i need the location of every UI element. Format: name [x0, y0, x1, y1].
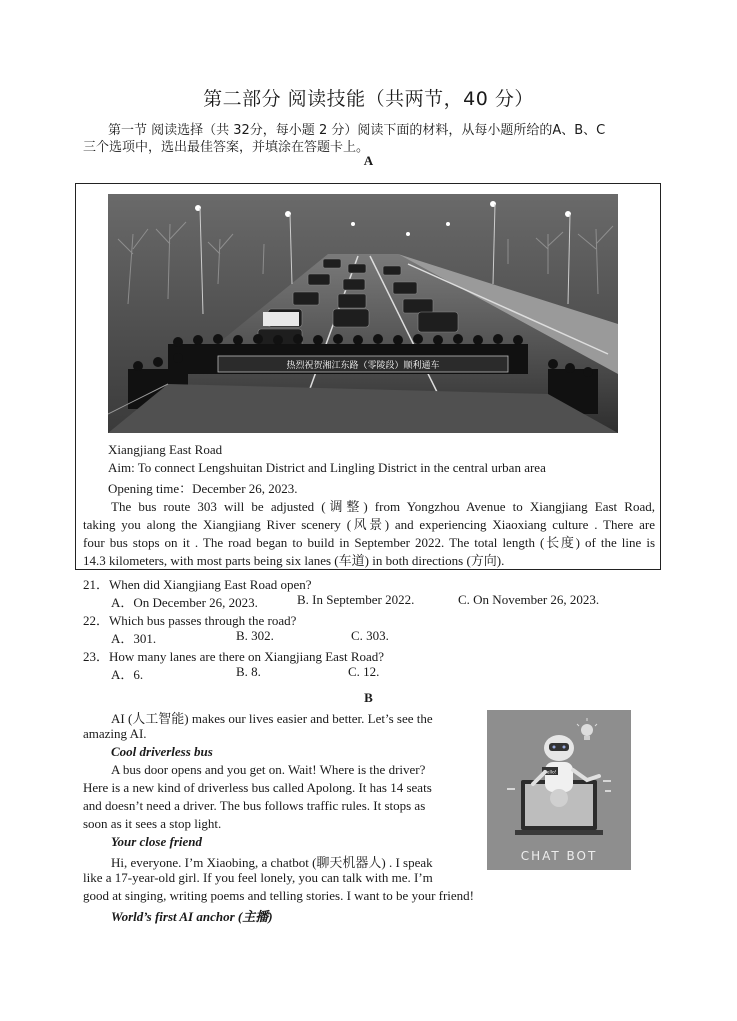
heading-close-friend: Your close friend	[111, 834, 202, 849]
option-22-c: C. 303.	[351, 628, 389, 643]
instruction-line-2: 三个选项中，选出最佳答案，并填涂在答题卡上。	[83, 140, 370, 155]
option-23-b: B. 8.	[236, 664, 261, 679]
heading-ai-anchor: World’s first AI anchor (主播)	[111, 909, 273, 924]
passage-a-line-2: taking you along the Xiangjiang River scenery (风景) and experiencing Xiaoxiang culture . There are	[83, 517, 655, 532]
question-21: 21．When did Xiangjiang East Road open?	[83, 577, 312, 592]
bus-line-2: Here is a new kind of driverless bus called Apolong. It has 14 seats	[83, 780, 432, 795]
passage-a-line-1: The bus route 303 will be adjusted (调整) from Yongzhou Avenue to Xiangjiang East Road,	[111, 499, 655, 514]
friend-line-1: Hi, everyone. I’m Xiaobing, a chatbot (聊天机器人) . I speak	[111, 855, 433, 870]
option-22-a: A．301.	[111, 631, 157, 646]
option-23-a: A．6.	[111, 667, 144, 682]
road-opening-photo	[108, 194, 618, 433]
section-a-label: A	[363, 153, 374, 168]
passage-a-line-4: 14.3 kilometers, with most parts being six lanes (车道) in both directions (方向).	[83, 553, 505, 568]
passage-a-line-3: four bus stops on it . The road began to build in September 2022. The total length (长度) of the line is	[83, 535, 655, 550]
friend-line-2: like a 17-year-old girl. If you feel lonely, you can talk with me. I’m	[83, 870, 433, 885]
option-21-c: C. On November 26, 2023.	[458, 592, 600, 607]
option-21-a: A．On December 26, 2023.	[111, 595, 258, 610]
heading-driverless-bus: Cool driverless bus	[111, 744, 213, 759]
bus-line-3: and doesn’t need a driver. The bus follows traffic rules. It stops as	[83, 798, 426, 813]
option-23-c: C. 12.	[348, 664, 380, 679]
page-title: 第二部分 阅读技能（共两节，40 分）	[203, 88, 534, 110]
passage-b-intro-1: AI (人工智能) makes our lives easier and better. Let’s see the	[111, 711, 433, 726]
bus-line-1: A bus door opens and you get on. Wait! Where is the driver?	[111, 762, 426, 777]
section-b-label: B	[364, 690, 373, 705]
opening-time: Opening time：December 26, 2023.	[108, 481, 298, 496]
instruction-line-1: 第一节 阅读选择（共 32分，每小题 2 分）阅读下面的材料，从每小题所给的A、B、C	[108, 123, 606, 138]
option-22-b: B. 302.	[236, 628, 274, 643]
friend-line-3: good at singing, writing poems and telling stories. I want to be your friend!	[83, 888, 475, 903]
question-23: 23．How many lanes are there on Xiangjiang East Road?	[83, 649, 385, 664]
road-name: Xiangjiang East Road	[108, 442, 223, 457]
bus-line-4: soon as it sees a stop light.	[83, 816, 222, 831]
question-22: 22．Which bus passes through the road?	[83, 613, 297, 628]
chatbot-illustration	[487, 710, 631, 870]
photo-banner-text: 热烈祝贺湘江东路（零陵段）顺利通车	[286, 361, 440, 371]
road-aim: Aim: To connect Lengshuitan District and Lingling District in the central urban area	[108, 460, 546, 475]
passage-b-intro-2: amazing AI.	[83, 726, 147, 741]
chatbot-caption: CHAT BOT	[520, 849, 598, 863]
robot-hello-sign: Hello!	[543, 770, 557, 776]
option-21-b: B. In September 2022.	[297, 592, 415, 607]
